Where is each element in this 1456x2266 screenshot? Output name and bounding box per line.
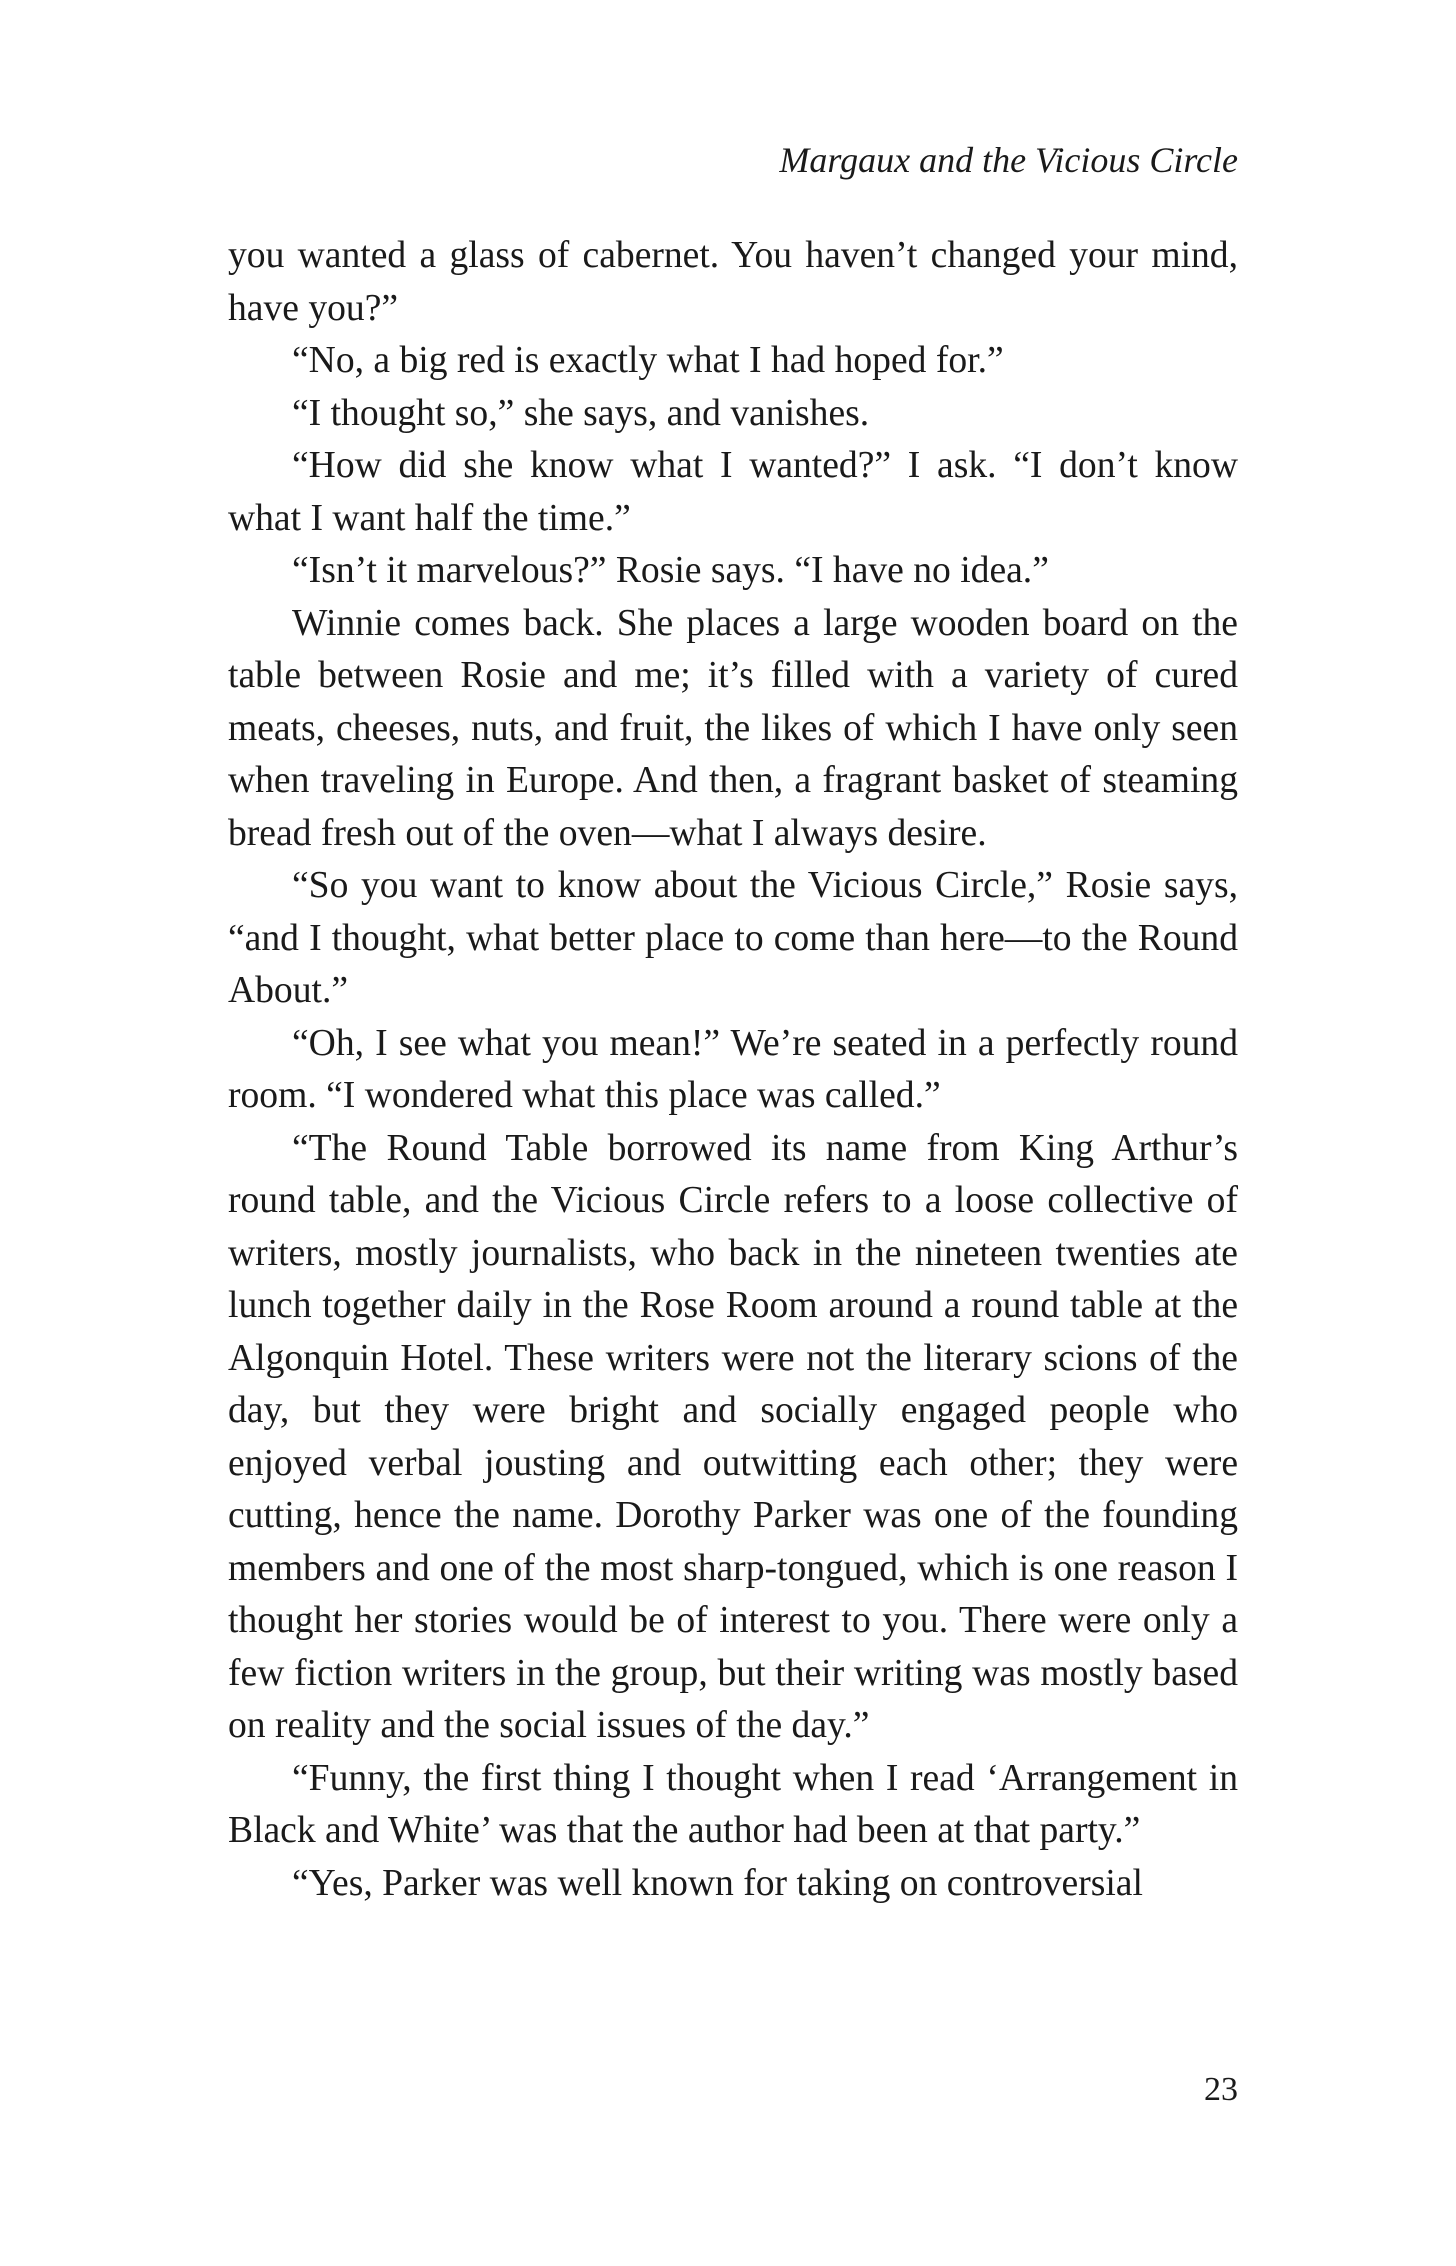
paragraph: “Isn’t it marvelous?” Rosie says. “I have no idea.” [292,550,1049,591]
paragraph: “So you want to know about the Vicious Circle,” Rosie says, “and I thought, what better place to come than here—to the Round About.” [228,865,1238,1011]
paragraph: “Funny, the first thing I thought when I read ‘Arrangement in Black and White’ was that the author had been at that party.” [228,1757,1238,1851]
paragraph: Winnie comes back. She places a large wooden board on the table between Rosie and me; it’s filled with a variety of cured meats, cheeses, nuts, and fruit, the likes of which I have only seen when traveling in Europe. And then, a fragrant basket of steaming bread fresh out of the oven—what I always desire. [228,602,1238,854]
paragraph: “The Round Table borrowed its name from King Arthur’s round table, and the Vicious Circle refers to a loose collective of writers, mostly journalists, who back in the nineteen twenties ate lunch together daily in the Rose Room around a round table at the Algonquin Hotel. These writers were not the literary scions of the day, but they were bright and socially engaged people who enjoyed verbal jousting and outwitting each other; they were cutting, hence the name. Dorothy Parker was one of the founding members and one of the most sharp-tongued, which is one reason I thought her stories would be of interest to you. There were only a few fiction writers in the group, but their writing was mostly based on reality and the social issues of the day.” [228,1127,1238,1746]
running-title: Margaux and the Vicious Circle [779,140,1238,180]
paragraph: “Oh, I see what you mean!” We’re seated in a perfectly round room. “I wondered what this place was called.” [228,1022,1238,1116]
paragraph: “How did she know what I wanted?” I ask. “I don’t know what I want half the time.” [228,445,1238,539]
body-text [228,230,1238,1910]
paragraph: “Yes, Parker was well known for taking on controversial [292,1862,1143,1904]
page-number: 23 [1204,2071,1238,2108]
paragraph: “No, a big red is exactly what I had hoped for.” [292,340,1004,381]
paragraph: you wanted a glass of cabernet. You haven’t changed your mind, have you?” [228,235,1238,329]
paragraph: “I thought so,” she says, and vanishes. [292,392,870,434]
